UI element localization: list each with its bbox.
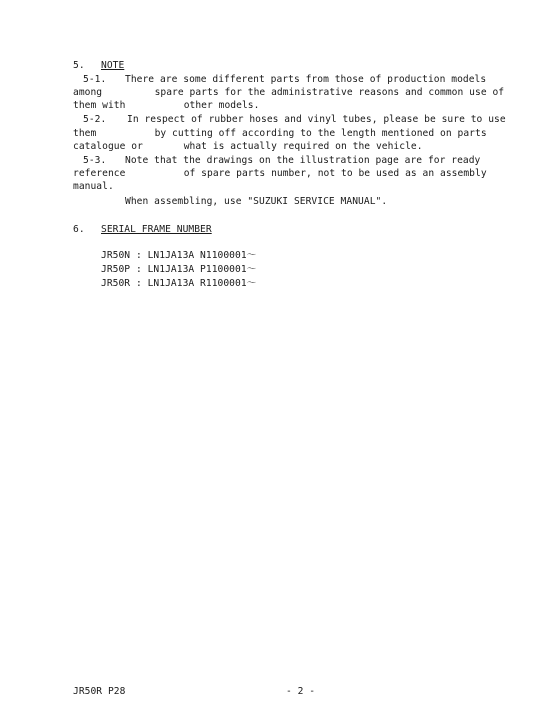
section-5-number: 5.: [73, 60, 85, 71]
section-5-heading: NOTE: [101, 60, 125, 71]
note-5-3-line-2: reference of spare parts number, not to be used as an assembly: [73, 168, 487, 179]
note-5-1-line-2: among spare parts for the administrative reasons and common use of: [73, 87, 505, 98]
section-6-heading: SERIAL FRAME NUMBER: [101, 224, 212, 235]
note-5-3-line-3: manual.: [73, 181, 114, 192]
note-5-2-line-2: them by cutting off according to the length mentioned on parts: [73, 128, 487, 139]
note-5-1-line-1: There are some different parts from those of production models: [125, 74, 487, 85]
footer-page-number: - 2 -: [286, 686, 316, 697]
note-5-3-line-4: When assembling, use "SUZUKI SERVICE MANUAL".: [125, 196, 388, 207]
note-5-3-line-1: Note that the drawings on the illustration page are for ready: [125, 155, 481, 166]
note-5-2-line-3: catalogue or what is actually required on the vehicle.: [73, 141, 423, 152]
note-5-3-number: 5-3.: [83, 155, 107, 166]
serial-entry-jr50p: JR50P : LN1JA13A P1100001～: [101, 264, 257, 275]
note-5-1-number: 5-1.: [83, 74, 107, 85]
footer-model: JR50R P28: [73, 686, 126, 697]
serial-entry-jr50r: JR50R : LN1JA13A R1100001～: [101, 278, 257, 289]
note-5-1-line-3: them with other models.: [73, 100, 260, 111]
note-5-2-number: 5-2.: [83, 114, 107, 125]
note-5-2-line-1: In respect of rubber hoses and vinyl tubes, please be sure to use: [127, 114, 506, 125]
section-6-number: 6.: [73, 224, 85, 235]
serial-entry-jr50n: JR50N : LN1JA13A N1100001～: [101, 250, 257, 261]
